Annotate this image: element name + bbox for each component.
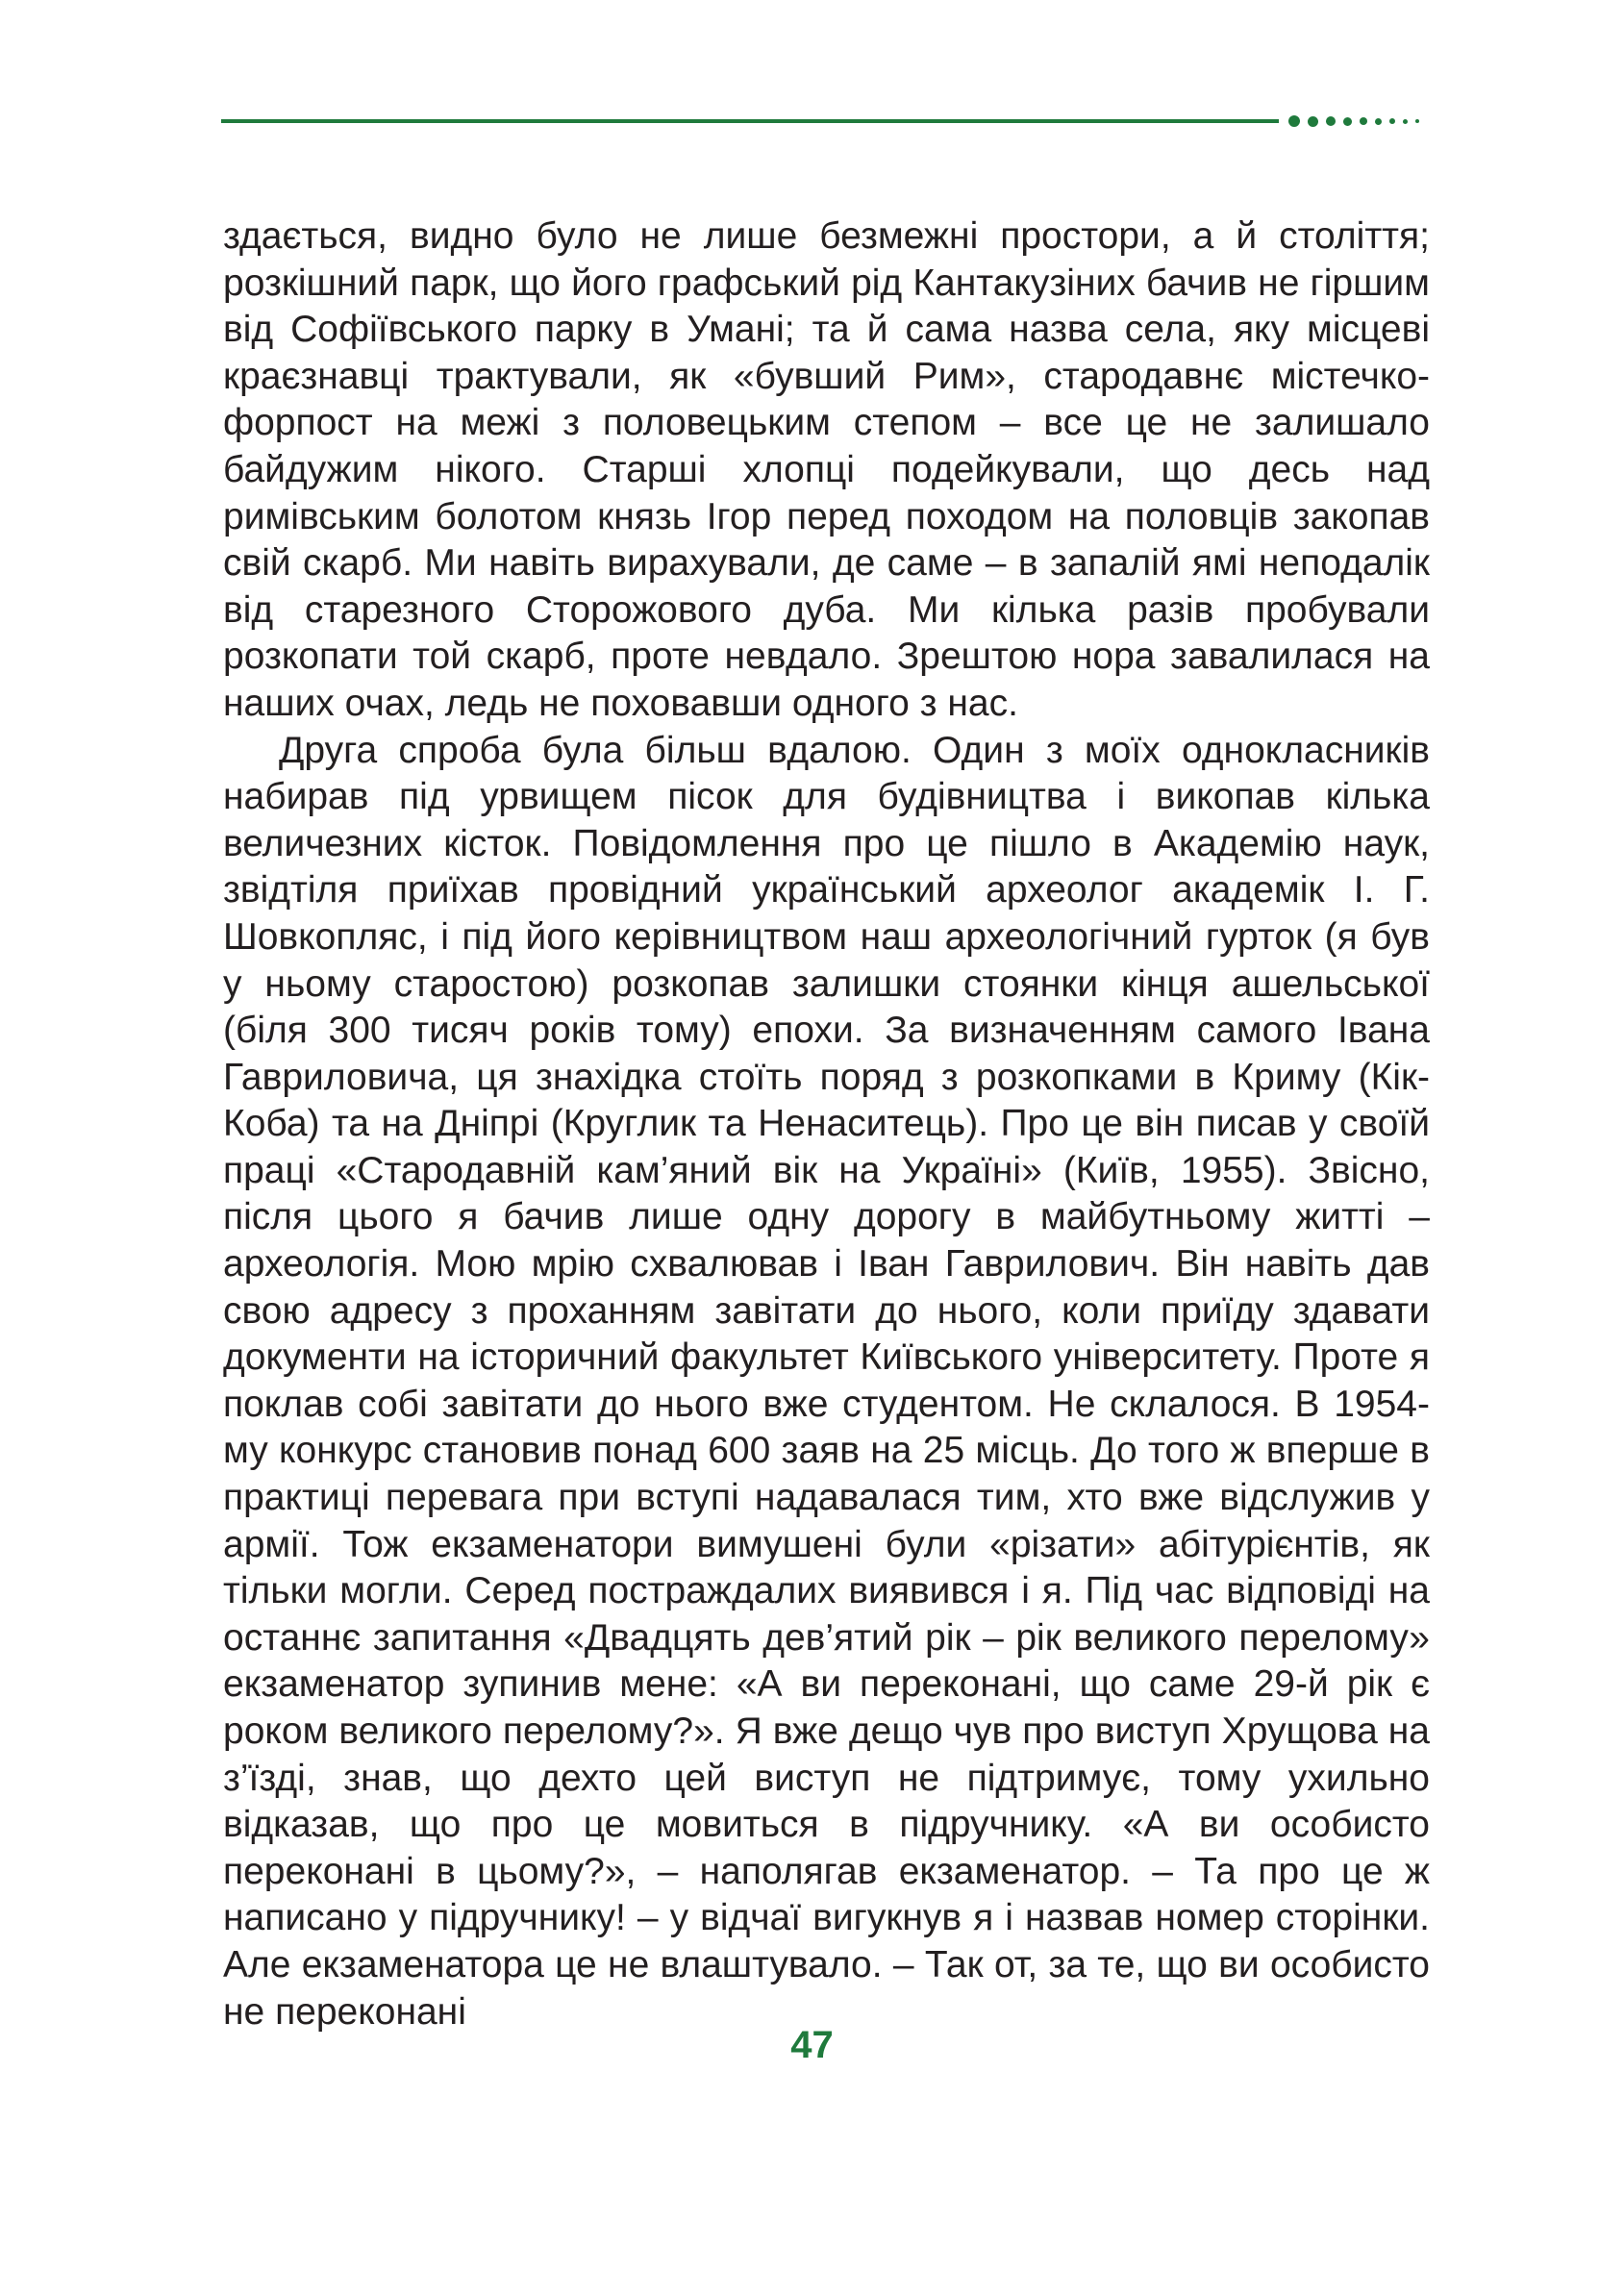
ornament-dot [1375,118,1382,125]
header-dots-ornament [1288,113,1419,129]
paragraph-2: Друга спроба була більш вдалою. Один з моїх однокласників набирав під урвищем пісок для будівництва і викопав кілька величезних кісток. Повідомлення про це пішло в Академію наук, звідтіля приїхав провідний український археолог академік І. Г. Шовкопляс, і під його керівництвом наш археологічний гурток (я був у ньому старостою) розкопав залишки стоянки кінця ашельської (біля 300 тисяч років тому) епохи. За визначенням самого Івана Гавриловича, ця знахідка стоїть поряд з розкопками в Криму (Кік-Коба) та на Дніпрі (Круглик та Ненаситець). Про це він писав у своїй праці «Стародавній кам’яний вік на Україні» (Київ, 1955). Звісно, після цього я бачив лише одну дорогу в майбутньому житті – археологія. Мою мрію схвалював і Іван Гаврилович. Він навіть дав свою адресу з проханням завітати до нього, коли приїду здавати документи на історичний факультет Київського університету. Проте я поклав собі завітати до нього вже студентом. Не склалося. В 1954-му конкурс становив понад 600 заяв на 25 місць. До того ж вперше в практиці перевага при вступі надавалася тим, хто вже відслужив у армії. Тож екзаменатори вимушені були «різати» абітурієнтів, як тільки могли. Серед постраждалих виявився і я. Під час відповіді на останнє запитання «Двадцять дев’ятий рік – рік великого перелому» екзаменатор зупинив мене: «А ви переконані, що саме 29-й рік є роком великого перелому?». Я вже дещо чув про виступ Хрущова на з’їзді, знав, що дехто цей виступ не підтримує, тому ухильно відказав, що про це мовиться в підручнику. «А ви особисто переконані в цьому?», – наполягав екзаменатор. – Та про це ж написано у підручнику! – у відчаї вигукнув я і назвав номер сторінки. Але екзаменатора це не влаштувало. – Так от, за те, що ви особисто не переконані [223,729,1430,2033]
body-text [223,213,1430,2035]
ornament-dot [1403,119,1408,124]
ornament-dot [1415,119,1419,123]
ornament-dot [1288,115,1300,127]
page-number: 47 [790,2024,834,2066]
ornament-dot [1308,116,1318,127]
ornament-dot [1360,117,1367,125]
ornament-dot [1326,116,1336,126]
ornament-dot [1343,117,1352,126]
header-rule [221,119,1279,123]
paragraph-1: здається, видно було не лише безмежні простори, а й століття; розкішний парк, що його графський рід Кантакузіних бачив не гіршим від Софіївського парку в Умані; та й сама назва села, яку місцеві краєзнавці трактували, як «бувший Рим», стародавнє містечко-форпост на межі з половецьким степом – все це не залишало байдужим нікого. Старші хлопці подейкували, що десь над римівським болотом князь Ігор перед походом на половців закопав свій скарб. Ми навіть вирахували, де саме – в запалій ямі неподалік від старезного Сторожового дуба. Ми кілька разів пробували розкопати той скарб, проте невдало. Зрештою нора завалилася на наших очах, ледь не поховавши одного з нас. [223,215,1430,724]
ornament-dot [1389,118,1395,124]
